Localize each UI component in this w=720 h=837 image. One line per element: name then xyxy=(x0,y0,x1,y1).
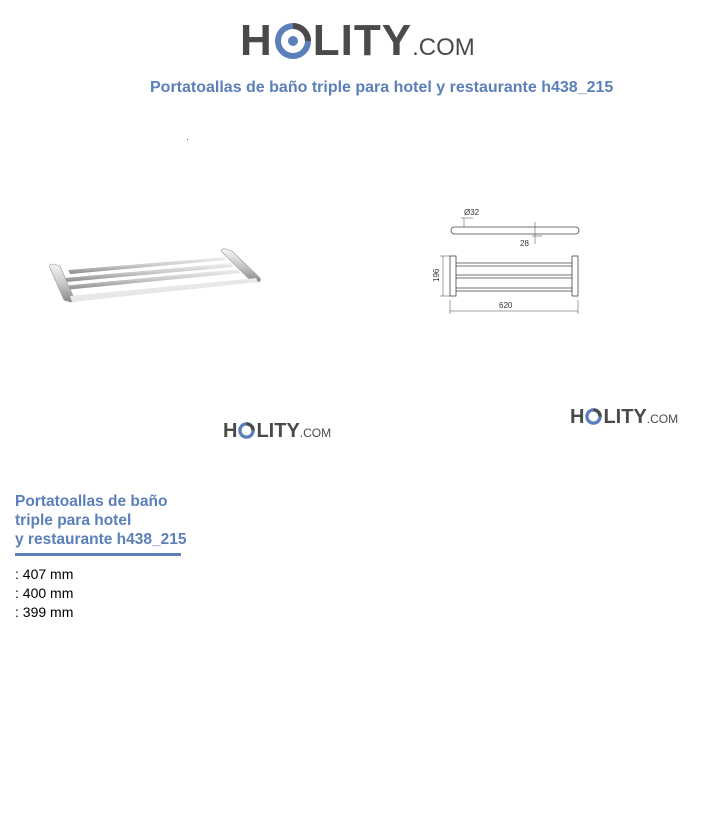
title-underline xyxy=(15,553,181,556)
brand-logo-h: H xyxy=(223,420,238,442)
brand-logo-com: .COM xyxy=(646,412,679,426)
product-photo-towel-rack xyxy=(46,240,266,310)
dim-height-label: 196 xyxy=(432,268,441,282)
product-title-line: triple para hotel xyxy=(15,512,132,529)
brand-logo-photo xyxy=(223,420,331,443)
brand-logo-lity: LITY xyxy=(256,420,300,442)
brand-logo-lity: LITY xyxy=(312,16,413,65)
dimension-item: : 407 mm xyxy=(15,566,74,582)
brand-logo-drawing xyxy=(570,406,678,429)
brand-logo-lity: LITY xyxy=(603,406,647,428)
dim-diameter-label: Ø32 xyxy=(464,208,480,217)
product-title-line: Portatoallas de baño xyxy=(15,493,168,510)
stray-dot xyxy=(187,139,188,140)
brand-logo-h: H xyxy=(240,16,273,65)
page-title: Portatoallas de baño triple para hotel y restaurante h438_215 xyxy=(150,79,614,96)
holity-o-mark-icon xyxy=(585,408,602,425)
holity-o-mark-icon xyxy=(275,23,311,59)
dimensions-list xyxy=(15,565,73,622)
brand-logo-header[interactable] xyxy=(240,16,475,66)
product-title-line: y restaurante h438_215 xyxy=(15,531,187,548)
holity-o-mark-icon xyxy=(238,422,255,439)
brand-logo-h: H xyxy=(570,406,585,428)
dimension-item: : 400 mm xyxy=(15,585,74,601)
dim-depth-label: 28 xyxy=(520,239,529,248)
brand-logo-com: .COM xyxy=(299,426,332,440)
product-title xyxy=(15,492,205,549)
dimension-item: : 399 mm xyxy=(15,604,74,620)
dim-width-label: 620 xyxy=(499,301,513,310)
brand-logo-com: .COM xyxy=(412,34,475,61)
technical-drawing xyxy=(428,200,588,320)
